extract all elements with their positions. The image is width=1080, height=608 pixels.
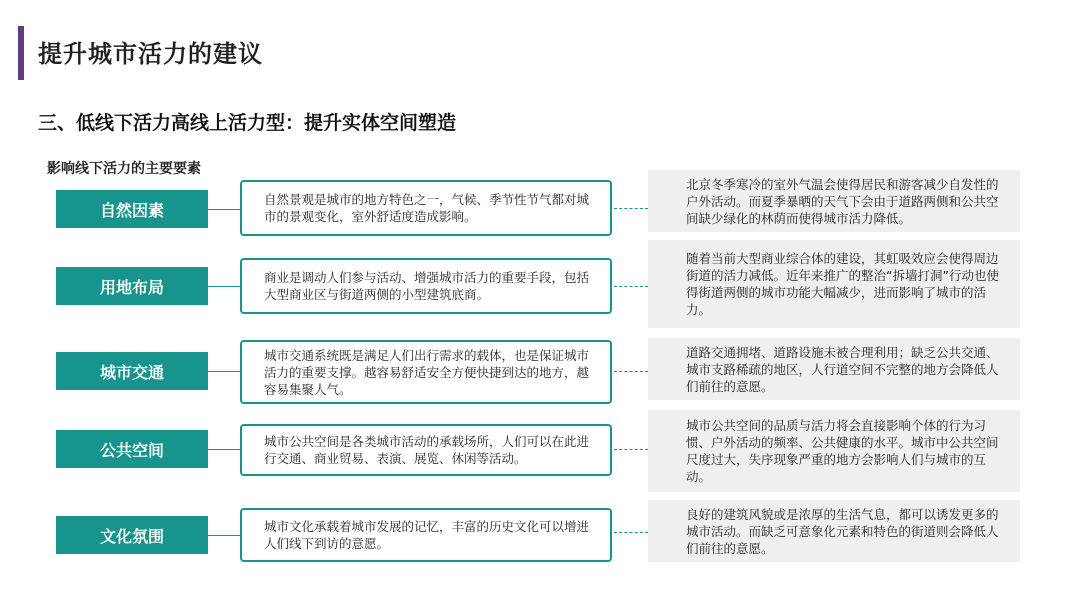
impact-text: 道路交通拥堵、道路设施未被合理利用；缺乏公共交通、城市支路稀疏的地区，人行道空间不完整的地方会降低人们前往的意愿。 xyxy=(686,344,999,394)
connector-dashed-line xyxy=(614,208,648,209)
factor-description-natural xyxy=(240,180,612,236)
connector-line xyxy=(208,209,240,210)
description-text: 自然景观是城市的地方特色之一，气候、季节性节气都对城市的景观变化，室外舒适度造成影响。 xyxy=(264,192,590,224)
factor-label-public-space: 公共空间 xyxy=(56,430,208,468)
title-accent-bar xyxy=(18,26,24,80)
connector-line xyxy=(208,286,240,287)
factor-label-natural: 自然因素 xyxy=(56,190,208,228)
factors-heading: 影响线下活力的主要要素 xyxy=(47,161,201,177)
description-text: 城市公共空间是各类城市活动的承载场所，人们可以在此进行交通、商业贸易、表演、展览、休闲等活动。 xyxy=(264,434,590,466)
impact-text: 北京冬季寒冷的室外气温会使得居民和游客减少自发性的户外活动。而夏季暴晒的天气下会由于道路两侧和公共空间缺少绿化的林荫而使得城市活力降低。 xyxy=(686,176,999,226)
connector-dashed-line xyxy=(614,371,648,372)
factor-label-land-use: 用地布局 xyxy=(56,267,208,305)
factor-description-land-use xyxy=(240,258,612,314)
impact-text: 随着当前大型商业综合体的建设，其虹吸效应会使得周边街道的活力减低。近年来推广的整治“拆墙打洞”行动也使得街道两侧的城市功能大幅减少，进而影响了城市的活力。 xyxy=(686,251,999,317)
connector-line xyxy=(208,535,240,536)
impact-text: 城市公共空间的品质与活力将会直接影响个体的行为习惯、户外活动的频率、公共健康的水平。城市中公共空间尺度过大，失序现象严重的地方会影响人们与城市的互动。 xyxy=(686,418,999,484)
factor-description-public-space xyxy=(240,424,612,476)
factor-impact-traffic xyxy=(648,338,1020,400)
impact-text: 良好的建筑风貌或是浓厚的生活气息，都可以诱发更多的城市活动。而缺乏可意象化元素和特色的街道则会降低人们前往的意愿。 xyxy=(686,506,999,556)
connector-dashed-line xyxy=(614,286,648,287)
factor-impact-culture xyxy=(648,500,1020,562)
factor-label-culture: 文化氛围 xyxy=(56,516,208,554)
connector-dashed-line xyxy=(614,449,648,450)
connector-dashed-line xyxy=(614,532,648,533)
factor-description-traffic xyxy=(240,340,612,404)
section-heading: 三、低线下活力高线上活力型：提升实体空间塑造 xyxy=(38,112,457,134)
factor-impact-land-use xyxy=(648,240,1020,328)
factor-label-traffic: 城市交通 xyxy=(56,352,208,390)
description-text: 城市交通系统既是满足人们出行需求的载体，也是保证城市活力的重要支撑。越容易舒适安全方便快捷到达的地方，越容易集聚人气。 xyxy=(264,347,590,397)
factor-description-culture xyxy=(240,508,612,562)
factor-impact-public-space xyxy=(648,410,1020,492)
description-text: 商业是调动人们参与活动、增强城市活力的重要手段，包括大型商业区与街道两侧的小型建筑底商。 xyxy=(264,270,590,302)
factor-impact-natural xyxy=(648,170,1020,232)
connector-line xyxy=(208,371,240,372)
page-title: 提升城市活力的建议 xyxy=(38,40,263,68)
description-text: 城市文化承载着城市发展的记忆，丰富的历史文化可以增进人们线下到访的意愿。 xyxy=(264,519,590,551)
connector-line xyxy=(208,449,240,450)
